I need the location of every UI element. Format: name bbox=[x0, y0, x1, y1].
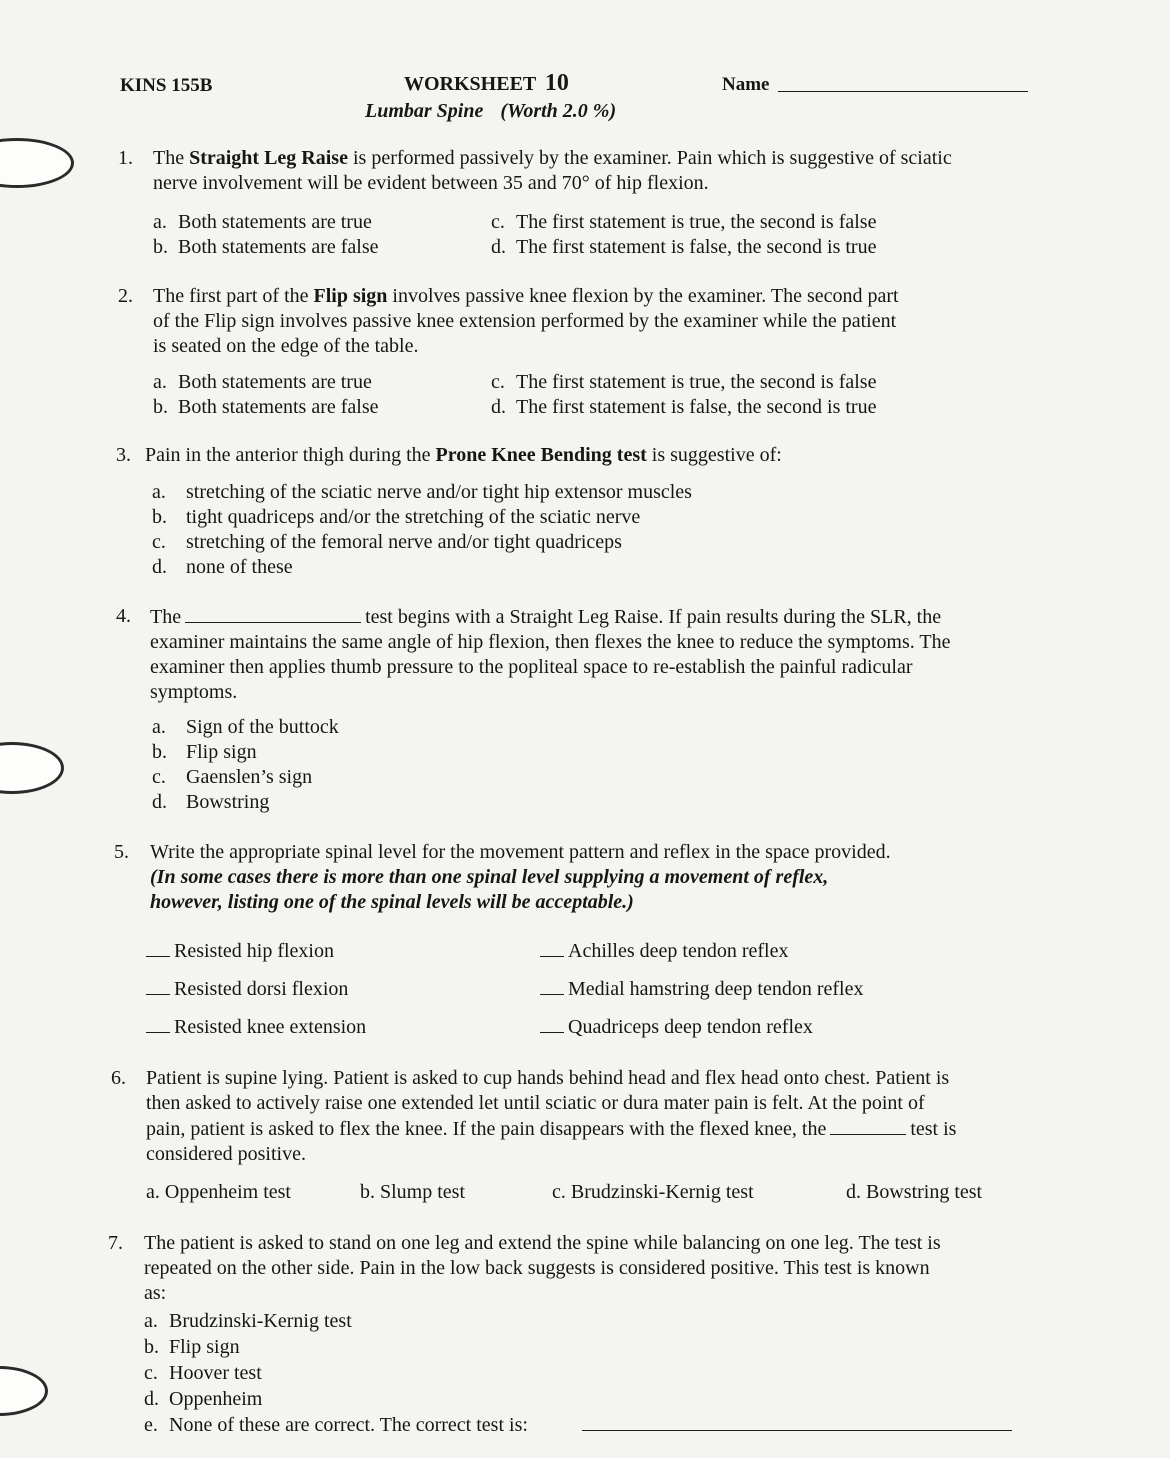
q5-level-blank[interactable] bbox=[146, 1014, 170, 1033]
q6-option-b[interactable] bbox=[360, 1180, 465, 1205]
q4-text-line: examiner maintains the same angle of hip flexion, then flexes the knee to reduce the symptoms. The bbox=[150, 631, 951, 653]
option-label: d. bbox=[846, 1181, 861, 1203]
option-text: The first statement is false, the second is true bbox=[516, 396, 877, 418]
question-3 bbox=[116, 443, 131, 468]
option-label: a. bbox=[146, 1181, 160, 1203]
q2-option-c[interactable] bbox=[491, 370, 876, 395]
q4-text-line: symptoms. bbox=[150, 681, 238, 703]
option-text: None of these are correct. The correct test is: bbox=[169, 1414, 528, 1436]
q2-text bbox=[153, 284, 899, 359]
q7-option-c[interactable] bbox=[144, 1360, 528, 1386]
q3-option-c[interactable] bbox=[152, 530, 692, 555]
option-text: Brudzinski-Kernig test bbox=[169, 1310, 352, 1332]
option-label: b. bbox=[144, 1336, 159, 1358]
option-text: Gaenslen’s sign bbox=[186, 766, 313, 788]
worksheet-subtitle bbox=[365, 99, 616, 124]
q6-text-part: test is bbox=[910, 1118, 957, 1140]
question-6 bbox=[111, 1066, 126, 1091]
option-label: d. bbox=[491, 396, 506, 418]
option-label: c. bbox=[152, 766, 166, 788]
q3-option-d[interactable] bbox=[152, 555, 692, 580]
q4-number: 4. bbox=[116, 605, 131, 627]
q5-item-left-3 bbox=[146, 1014, 366, 1040]
q7-answer-blank[interactable] bbox=[582, 1430, 1012, 1431]
option-text: Both statements are false bbox=[178, 236, 379, 258]
q7-option-e[interactable] bbox=[144, 1412, 528, 1438]
option-label: b. bbox=[152, 506, 167, 528]
q4-text-line: examiner then applies thumb pressure to the popliteal space to re-establish the painful radicular bbox=[150, 656, 913, 678]
q5-text bbox=[150, 840, 891, 915]
worksheet-title bbox=[404, 70, 569, 97]
q3-text bbox=[145, 443, 782, 468]
q1-option-c[interactable] bbox=[491, 210, 876, 235]
name-field[interactable] bbox=[778, 91, 1028, 92]
q5-item-text: Resisted dorsi flexion bbox=[174, 978, 349, 1000]
q4-options bbox=[152, 715, 339, 815]
q5-item-left-1 bbox=[146, 938, 334, 964]
q6-text-line: considered positive. bbox=[146, 1143, 306, 1165]
q6-number: 6. bbox=[111, 1067, 126, 1089]
option-label: c. bbox=[152, 531, 166, 553]
binder-hole-top bbox=[0, 138, 74, 188]
q3-number: 3. bbox=[116, 444, 131, 466]
q5-level-blank[interactable] bbox=[146, 976, 170, 995]
option-label: a. bbox=[152, 716, 166, 738]
option-label: d. bbox=[152, 556, 167, 578]
q2-term: Flip sign bbox=[313, 285, 388, 307]
option-text: Oppenheim bbox=[169, 1388, 263, 1410]
q7-options bbox=[144, 1308, 528, 1438]
q6-text-line: then asked to actively raise one extended let until sciatic or dura mater pain is felt. At the point of bbox=[146, 1092, 925, 1114]
q1-option-b[interactable] bbox=[153, 235, 379, 260]
binder-hole-bottom bbox=[0, 1366, 48, 1416]
option-label: c. bbox=[491, 371, 505, 393]
q3-term: Prone Knee Bending test bbox=[435, 444, 647, 466]
q5-item-text: Resisted hip flexion bbox=[174, 940, 334, 962]
q5-item-text: Medial hamstring deep tendon reflex bbox=[568, 978, 864, 1000]
option-text: The first statement is true, the second is false bbox=[516, 211, 877, 233]
q6-answer-blank[interactable] bbox=[830, 1116, 906, 1135]
q6-text-part: pain, patient is asked to flex the knee. If the pain disappears with the flexed knee, the bbox=[146, 1118, 827, 1140]
q2-text-line: is seated on the edge of the table. bbox=[153, 335, 419, 357]
q5-level-blank[interactable] bbox=[540, 1014, 564, 1033]
option-text: Both statements are true bbox=[178, 211, 372, 233]
question-1 bbox=[118, 146, 133, 171]
option-label: a. bbox=[152, 481, 166, 503]
q4-option-d[interactable] bbox=[152, 790, 339, 815]
option-text: Both statements are true bbox=[178, 371, 372, 393]
q4-option-c[interactable] bbox=[152, 765, 339, 790]
q1-options-right bbox=[491, 210, 876, 260]
q5-level-blank[interactable] bbox=[146, 938, 170, 957]
option-text: The first statement is true, the second is false bbox=[516, 371, 877, 393]
q3-text-part: is suggestive of: bbox=[646, 444, 782, 466]
option-text: Slump test bbox=[380, 1181, 466, 1203]
q4-option-a[interactable] bbox=[152, 715, 339, 740]
option-label: e. bbox=[144, 1414, 158, 1436]
q2-option-b[interactable] bbox=[153, 395, 379, 420]
q5-item-text: Quadriceps deep tendon reflex bbox=[568, 1016, 813, 1038]
q7-text-line: as: bbox=[144, 1282, 167, 1304]
q5-item-left-2 bbox=[146, 976, 348, 1002]
q3-text-part: Pain in the anterior thigh during the bbox=[145, 444, 436, 466]
q2-option-a[interactable] bbox=[153, 370, 379, 395]
binder-hole-middle bbox=[0, 742, 64, 794]
q2-options-right bbox=[491, 370, 876, 420]
option-text: stretching of the femoral nerve and/or tight quadriceps bbox=[186, 531, 622, 553]
q7-text-line: The patient is asked to stand on one leg and extend the spine while balancing on one leg. The test is bbox=[144, 1232, 941, 1254]
q5-level-blank[interactable] bbox=[540, 976, 564, 995]
q5-item-right-1 bbox=[540, 938, 788, 964]
option-label: d. bbox=[144, 1388, 159, 1410]
q1-text-part: is performed passively by the examiner. Pain which is suggestive of sciatic bbox=[347, 147, 952, 169]
option-text: none of these bbox=[186, 556, 293, 578]
option-text: Bowstring bbox=[186, 791, 270, 813]
q4-answer-blank[interactable] bbox=[185, 604, 361, 623]
question-5 bbox=[114, 840, 129, 865]
option-label: a. bbox=[153, 371, 167, 393]
q5-note: (In some cases there is more than one spinal level supplying a movement of reflex, bbox=[150, 866, 829, 888]
option-text: stretching of the sciatic nerve and/or tight hip extensor muscles bbox=[186, 481, 692, 503]
option-text: Brudzinski-Kernig test bbox=[570, 1181, 754, 1203]
q4-option-b[interactable] bbox=[152, 740, 339, 765]
q7-option-a[interactable] bbox=[144, 1308, 528, 1334]
q7-option-d[interactable] bbox=[144, 1386, 528, 1412]
q5-level-blank[interactable] bbox=[540, 938, 564, 957]
q3-options bbox=[152, 480, 692, 580]
option-text: Sign of the buttock bbox=[186, 716, 339, 738]
question-4 bbox=[116, 604, 131, 629]
worksheet-word: WORKSHEET bbox=[404, 73, 536, 95]
option-label: d. bbox=[152, 791, 167, 813]
q4-text bbox=[150, 604, 951, 705]
q6-text bbox=[146, 1066, 956, 1167]
question-7 bbox=[108, 1231, 123, 1256]
q4-text-part: test begins with a Straight Leg Raise. If pain results during the SLR, the bbox=[365, 606, 942, 628]
q5-item-right-2 bbox=[540, 976, 863, 1002]
option-text: Both statements are false bbox=[178, 396, 379, 418]
option-text: Bowstring test bbox=[866, 1181, 983, 1203]
q5-item-text: Achilles deep tendon reflex bbox=[568, 940, 789, 962]
q6-option-c[interactable] bbox=[552, 1180, 754, 1205]
option-label: b. bbox=[153, 396, 168, 418]
q1-options-left bbox=[153, 210, 379, 260]
q4-text-part: The bbox=[150, 606, 182, 628]
q3-option-a[interactable] bbox=[152, 480, 692, 505]
subtitle-topic: Lumbar Spine bbox=[365, 100, 484, 122]
option-text: Hoover test bbox=[169, 1362, 262, 1384]
q2-text-line: of the Flip sign involves passive knee extension performed by the examiner while the patient bbox=[153, 310, 897, 332]
q7-number: 7. bbox=[108, 1232, 123, 1254]
option-text: Flip sign bbox=[169, 1336, 240, 1358]
option-label: d. bbox=[491, 236, 506, 258]
q1-option-a[interactable] bbox=[153, 210, 379, 235]
q2-option-d[interactable] bbox=[491, 395, 876, 420]
q5-number: 5. bbox=[114, 841, 129, 863]
option-label: b. bbox=[152, 741, 167, 763]
q7-text bbox=[144, 1231, 941, 1306]
q3-option-b[interactable] bbox=[152, 505, 692, 530]
option-label: b. bbox=[153, 236, 168, 258]
q5-instruction: Write the appropriate spinal level for the movement pattern and reflex in the space provided. bbox=[150, 841, 891, 863]
q5-note: however, listing one of the spinal levels will be acceptable.) bbox=[150, 891, 634, 913]
q2-number: 2. bbox=[118, 285, 133, 307]
option-label: c. bbox=[552, 1181, 566, 1203]
q2-text-part: involves passive knee flexion by the examiner. The second part bbox=[387, 285, 899, 307]
option-label: a. bbox=[144, 1310, 158, 1332]
q5-item-text: Resisted knee extension bbox=[174, 1016, 367, 1038]
q1-term: Straight Leg Raise bbox=[189, 147, 348, 169]
q1-option-d[interactable] bbox=[491, 235, 876, 260]
q2-text-part: The first part of the bbox=[153, 285, 314, 307]
option-label: b. bbox=[360, 1181, 375, 1203]
worksheet-number: 10 bbox=[544, 70, 569, 96]
q6-text-line: Patient is supine lying. Patient is asked to cup hands behind head and flex head onto chest. Patient is bbox=[146, 1067, 950, 1089]
option-text: Oppenheim test bbox=[164, 1181, 291, 1203]
option-text: tight quadriceps and/or the stretching of the sciatic nerve bbox=[186, 506, 641, 528]
option-label: c. bbox=[144, 1362, 158, 1384]
q7-text-line: repeated on the other side. Pain in the low back suggests is considered positive. This test is known bbox=[144, 1257, 930, 1279]
name-label: Name bbox=[722, 74, 770, 95]
q6-option-d[interactable] bbox=[846, 1180, 982, 1205]
q7-option-b[interactable] bbox=[144, 1334, 528, 1360]
subtitle-worth: (Worth 2.0 %) bbox=[500, 100, 617, 122]
option-text: Flip sign bbox=[186, 741, 257, 763]
q1-text-part: The bbox=[153, 147, 190, 169]
q5-item-right-3 bbox=[540, 1014, 813, 1040]
option-text: The first statement is false, the second is true bbox=[516, 236, 877, 258]
option-label: a. bbox=[153, 211, 167, 233]
q2-options-left bbox=[153, 370, 379, 420]
q6-option-a[interactable] bbox=[146, 1180, 291, 1205]
q1-text-line: nerve involvement will be evident between 35 and 70° of hip flexion. bbox=[153, 172, 709, 194]
option-label: c. bbox=[491, 211, 505, 233]
q1-number: 1. bbox=[118, 147, 133, 169]
question-2 bbox=[118, 284, 133, 309]
course-code: KINS 155B bbox=[120, 75, 213, 96]
q1-text bbox=[153, 146, 952, 196]
